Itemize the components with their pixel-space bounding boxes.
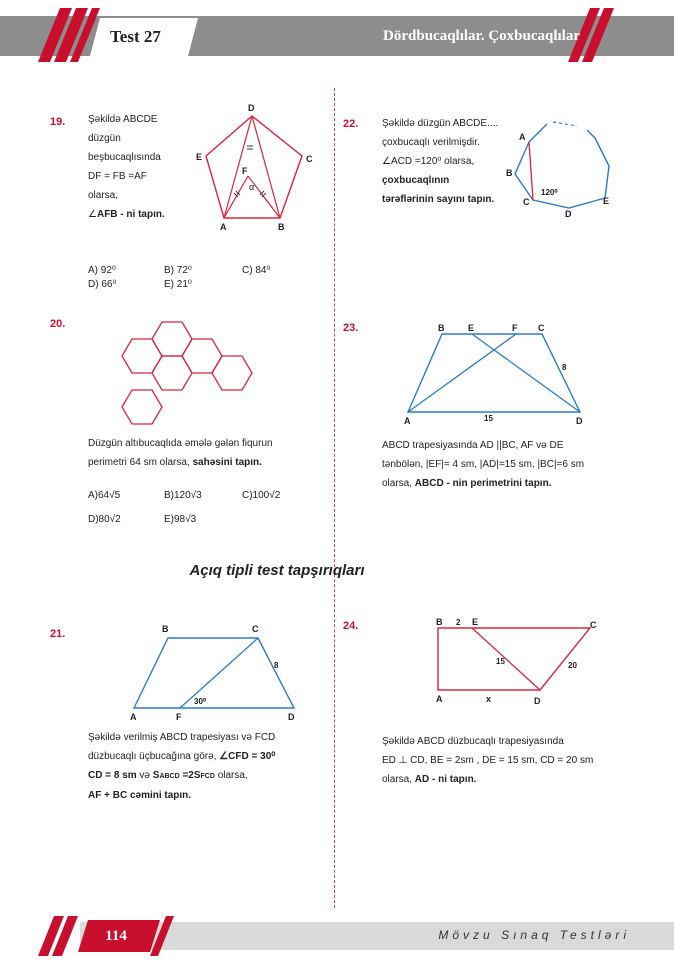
q22-label-d: D: [565, 209, 572, 219]
q22-label-b: B: [506, 168, 513, 178]
q24-label-2: 2: [456, 618, 461, 627]
q24-label-e: E: [472, 617, 479, 627]
q23-label-f: F: [512, 323, 518, 333]
q20-options: A)64√5 B)120√3 C)100√2 D)80√2 E)98√3: [88, 490, 281, 525]
q24-label-a: A: [436, 694, 443, 704]
q19-label-a: A: [220, 222, 227, 232]
q23-number: 23.: [343, 322, 359, 334]
footer-title: Mövzu Sınaq Testləri: [438, 928, 630, 942]
q19-number: 19.: [50, 116, 66, 128]
q23-trapezoid-figure: [398, 320, 598, 426]
q21-label-f: F: [176, 712, 182, 722]
q22-text: Şəkildə düzgün ABCDE.... çoxbucaqlı verilmişdir. ∠ACD =120⁰ olarsa, çoxbucaqlının tərəflərinin sayını tapın.: [382, 118, 499, 205]
q21-number: 21.: [50, 628, 66, 640]
q24-label-d: D: [534, 696, 541, 706]
q21-label-b: B: [162, 624, 169, 634]
q24-trapezoid-figure: [428, 614, 608, 710]
q22-label-a: A: [519, 132, 526, 142]
test-number: Test 27: [110, 27, 161, 46]
q21-text: Şəkildə verilmiş ABCD trapesiyası və FCD düzbucaqlı üçbucağına görə, ∠CFD = 30⁰ CD = 8 sm və SABCD =2SFCD olarsa, AF + BC cəmini tapın.: [88, 732, 276, 801]
q23-base: 15: [484, 414, 493, 423]
q24-label-b: B: [436, 617, 443, 627]
q24-text: Şəkildə ABCD düzbucaqlı trapesiyasında ED ⊥ CD, BE = 2sm , DE = 15 sm, CD = 20 sm olarsa, AD - ni tapın.: [382, 736, 594, 785]
q19-label-f: F: [242, 166, 248, 176]
q19-label-b: B: [278, 222, 285, 232]
q22-label-e: E: [603, 196, 610, 206]
q24-number: 24.: [343, 620, 359, 632]
q19-label-d: D: [248, 103, 255, 113]
q21-label-c: C: [252, 624, 259, 634]
q23-text: ABCD trapesiyasında AD ||BC, AF və DE tənbölən, |EF|= 4 sm, |AD|=15 sm, |BC|=6 sm olarsa, ABCD - nin perimetrini tapın.: [382, 440, 585, 489]
column-divider: [334, 88, 335, 908]
q21-label-d: D: [288, 712, 295, 722]
q23-side: 8: [562, 363, 567, 372]
section-title: Açıq tipli test tapşırıqları: [189, 562, 365, 579]
q20-hexagons-figure: [110, 310, 260, 430]
q24-label-x: x: [486, 694, 492, 704]
q24-label-15: 15: [496, 657, 505, 666]
q21-side: 8: [274, 661, 279, 670]
q22-number: 22.: [343, 118, 359, 130]
q20-text: Düzgün altıbucaqlıda əmələ gələn fiqurun perimetri 64 sm olarsa, sahəsini tapın.: [88, 438, 273, 468]
q23-label-c: C: [538, 323, 545, 333]
q19-label-e: E: [196, 152, 203, 162]
q22-angle: 120⁰: [541, 188, 558, 197]
q19-text: Şəkildə ABCDE düzgün beşbucaqlısında DF = FB =AF olarsa, ∠AFB - ni tapın.: [88, 114, 165, 220]
page-number: 114: [105, 928, 127, 944]
q20-number: 20.: [50, 318, 66, 330]
q21-trapezoid-figure: [126, 620, 306, 724]
q23-label-a: A: [404, 416, 411, 426]
q19-label-c: C: [306, 154, 313, 164]
q24-label-c: C: [590, 620, 597, 630]
q19-pentagon-figure: [190, 98, 320, 238]
q23-label-d: D: [576, 416, 583, 426]
q23-label-b: B: [438, 323, 445, 333]
q19-options: A) 92⁰ B) 72⁰ C) 84⁰ D) 66⁰ E) 21⁰: [88, 265, 271, 290]
q21-angle: 30⁰: [194, 697, 207, 706]
q21-label-a: A: [130, 712, 137, 722]
q24-label-20: 20: [568, 661, 577, 670]
q19-label-alpha: α: [249, 182, 255, 192]
chapter-title: Dördbucaqlılar. Çoxbucaqlılar: [383, 28, 580, 44]
q23-label-e: E: [468, 323, 475, 333]
q22-label-c: C: [523, 197, 530, 207]
q22-polygon-figure: [505, 116, 625, 220]
